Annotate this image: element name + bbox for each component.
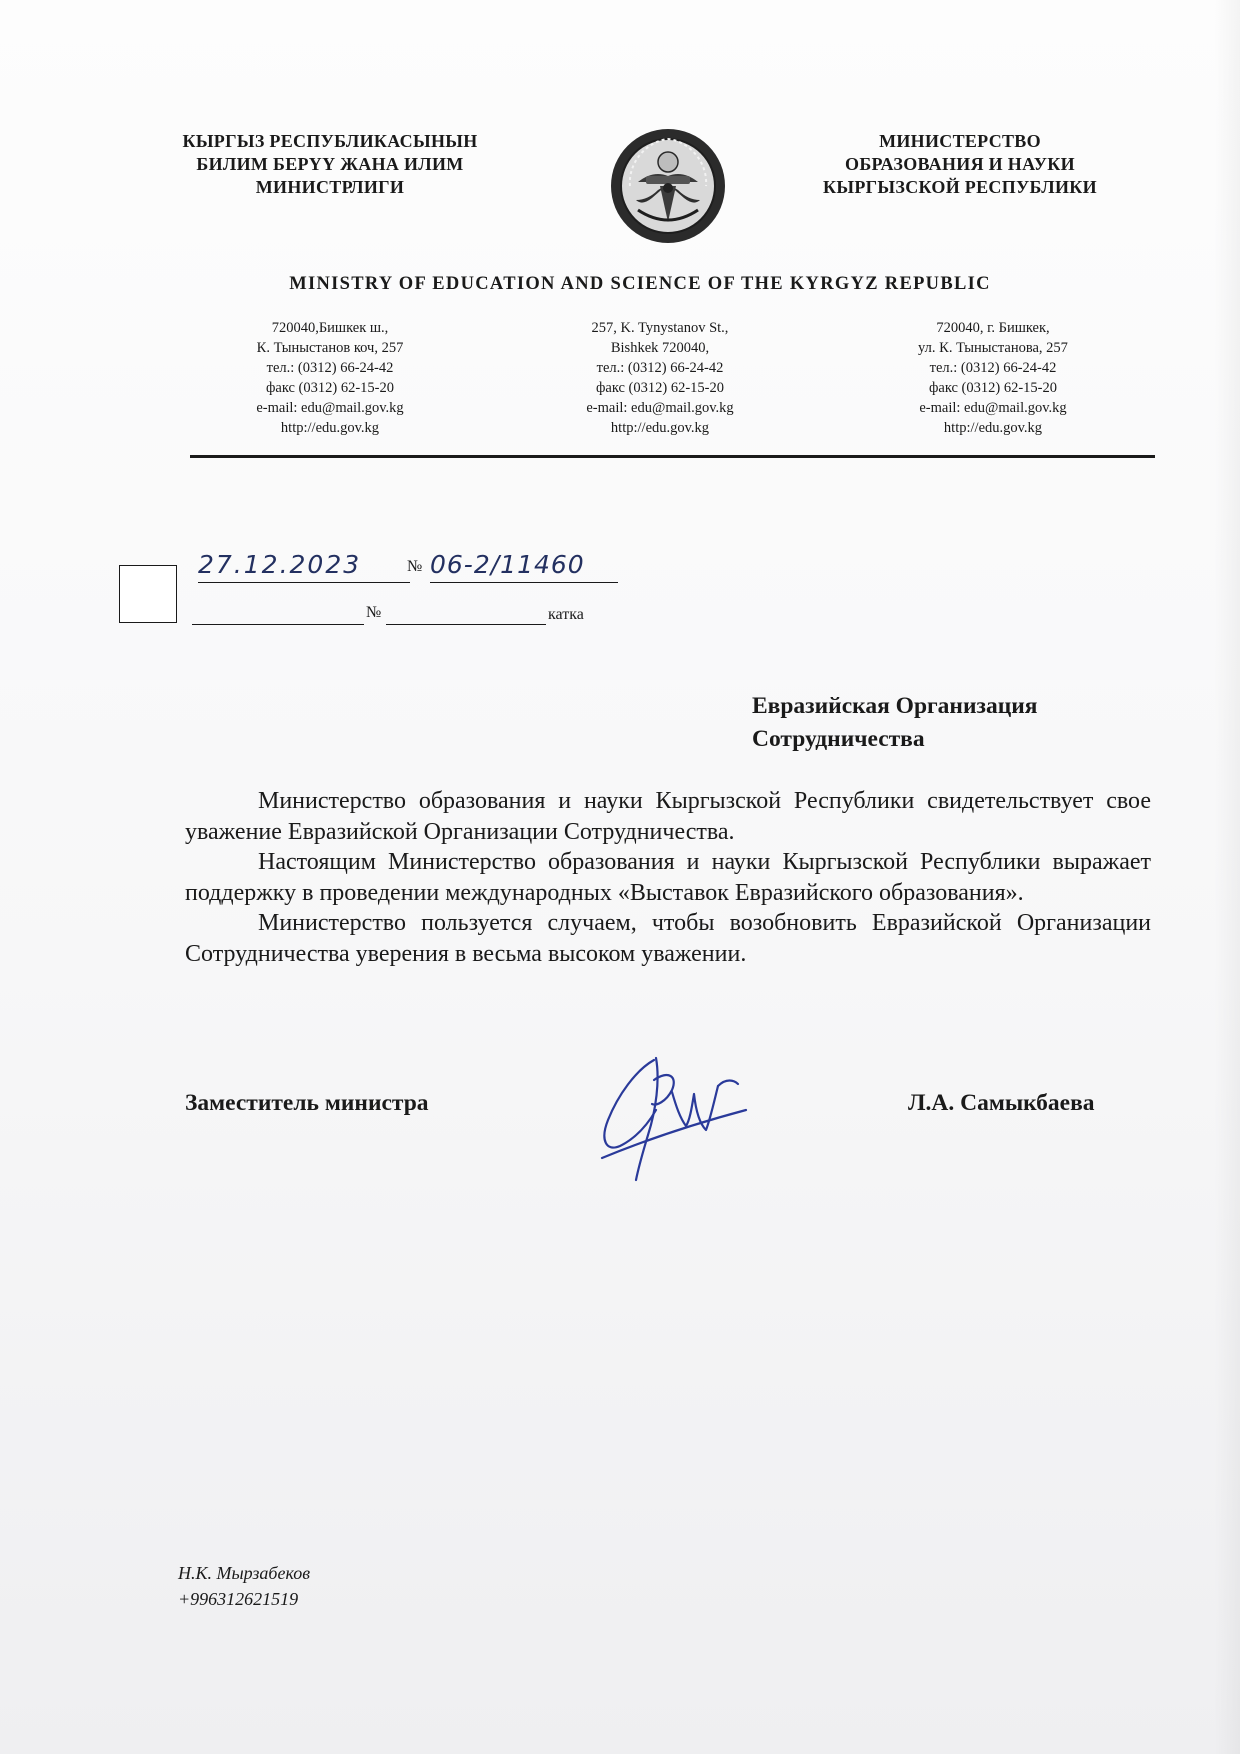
body-paragraph: Министерство образования и науки Кыргызской Республики свидетельствует свое уважение Евразийской Организации Сотрудничества.	[185, 788, 1151, 845]
address-email: e-mail: edu@mail.gov.kg	[586, 400, 734, 416]
addressee-line: Евразийская Организация	[752, 693, 1038, 719]
address-phone: тел.: (0312) 66-24-42	[929, 360, 1057, 376]
body-paragraph: Настоящим Министерство образования и науки Кыргызской Республики выражает поддержку в проведении международных «Выставок Евразийского образования».	[185, 849, 1151, 906]
address-line: 720040,Бишкек ш.,	[271, 320, 389, 336]
address-phone: тел.: (0312) 66-24-42	[266, 360, 394, 376]
letter-body	[185, 786, 1151, 969]
addressee-line: Сотрудничества	[752, 726, 925, 752]
kyrgyz-state-emblem-icon	[608, 126, 728, 246]
addressee	[752, 690, 1038, 756]
header-divider	[190, 455, 1155, 458]
reference-number: 06-2/11460	[430, 548, 618, 583]
reference-date: 27.12.2023	[198, 548, 410, 583]
address-kyrgyz	[190, 318, 470, 438]
katka-label: катка	[548, 606, 584, 623]
incoming-number-blank	[386, 600, 546, 625]
address-line: 720040, г. Бишкек,	[936, 320, 1050, 336]
address-fax: факс (0312) 62-15-20	[595, 380, 724, 396]
header-kyrgyz-line: КЫРГЫЗ РЕСПУБЛИКАСЫНЫН	[182, 131, 478, 151]
address-website: http://edu.gov.kg	[610, 420, 710, 436]
address-email: e-mail: edu@mail.gov.kg	[256, 400, 404, 416]
reference-number-sign: №	[407, 558, 423, 575]
incoming-date-blank	[192, 600, 364, 625]
address-russian	[853, 318, 1133, 438]
handwritten-signature-icon	[596, 1040, 756, 1190]
address-english	[520, 318, 800, 438]
address-website: http://edu.gov.kg	[943, 420, 1043, 436]
body-paragraph: Министерство пользуется случаем, чтобы возобновить Евразийской Организации Сотрудничества уверения в весьма высоком уважении.	[185, 910, 1151, 967]
header-kyrgyz-line: МИНИСТРЛИГИ	[255, 177, 405, 197]
address-phone: тел.: (0312) 66-24-42	[596, 360, 724, 376]
signer-name: Л.А. Самыкбаева	[908, 1090, 1095, 1116]
header-english: MINISTRY OF EDUCATION AND SCIENCE OF THE KYRGYZ REPUBLIC	[289, 274, 991, 294]
header-russian	[790, 130, 1130, 199]
header-kyrgyz	[160, 130, 500, 199]
signer-title: Заместитель министра	[185, 1090, 429, 1116]
address-line: Bishkek 720040,	[610, 340, 710, 356]
address-line: ул. К. Тыныстанова, 257	[918, 340, 1068, 356]
executor-phone: +996312621519	[178, 1589, 299, 1609]
address-fax: факс (0312) 62-15-20	[265, 380, 394, 396]
address-line: К. Тыныстанов коч, 257	[256, 340, 404, 356]
header-russian-line: ОБРАЗОВАНИЯ И НАУКИ	[845, 154, 1075, 174]
registration-stamp-box	[119, 565, 177, 623]
header-russian-line: КЫРГЫЗСКОЙ РЕСПУБЛИКИ	[823, 177, 1097, 197]
address-fax: факс (0312) 62-15-20	[928, 380, 1057, 396]
header-russian-line: МИНИСТЕРСТВО	[879, 131, 1041, 151]
outgoing-reference	[192, 548, 692, 588]
incoming-reference	[192, 600, 692, 630]
header-kyrgyz-line: БИЛИМ БЕРҮҮ ЖАНА ИЛИМ	[196, 154, 464, 174]
incoming-number-sign: №	[366, 604, 382, 621]
address-website: http://edu.gov.kg	[280, 420, 380, 436]
executor-name: Н.К. Мырзабеков	[178, 1563, 311, 1583]
address-line: 257, K. Tynystanov St.,	[591, 320, 729, 336]
executor-info	[178, 1560, 310, 1612]
address-email: e-mail: edu@mail.gov.kg	[919, 400, 1067, 416]
